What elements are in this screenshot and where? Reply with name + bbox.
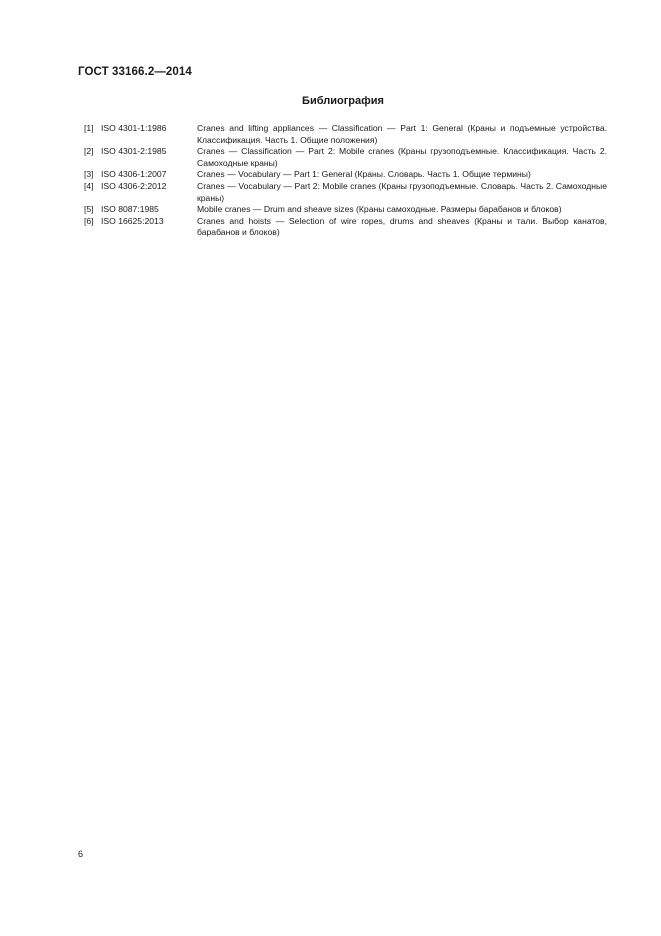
bibliography-entry: [84, 146, 607, 169]
bibliography-entry: [84, 123, 607, 146]
bibliography-entry: [84, 169, 607, 181]
page-number: 6: [78, 849, 84, 859]
entry-number: [3]: [84, 169, 94, 180]
entry-standard-code: ISO 4306-2:2012: [101, 180, 167, 191]
entry-number: [2]: [84, 146, 94, 157]
entry-title: Cranes — Vocabulary — Part 1: General (Краны. Словарь. Часть 1. Общие термины): [197, 169, 531, 180]
section-title: Библиография: [302, 95, 384, 107]
page-header: ГОСТ 33166.2—2014: [78, 66, 192, 78]
entry-title: Cranes — Classification — Part 2: Mobile cranes (Краны грузоподъемные. Классификация. Часть 2. Самоходные краны): [197, 146, 607, 168]
entry-title: Cranes and hoists — Selection of wire ropes, drums and sheaves (Краны и тали. Выбор канатов, барабанов и блоков): [197, 215, 607, 238]
bibliography-entry: [84, 216, 607, 239]
entry-standard-code: ISO 4306-1:2007: [101, 169, 167, 180]
entry-number: [5]: [84, 204, 94, 215]
entry-number: [6]: [84, 215, 94, 226]
entry-title: Cranes — Vocabulary — Part 2: Mobile cranes (Краны грузоподъемные. Словарь. Часть 2. Самоходные краны): [197, 180, 607, 203]
bibliography-entry: [84, 181, 607, 204]
entry-title: Cranes and lifting appliances — Classification — Part 1: General (Краны и подъемные устройства. Классификация. Часть 1. Общие положения): [197, 123, 607, 145]
entry-standard-code: ISO 8087:1985: [101, 204, 159, 215]
bibliography-list: [84, 123, 607, 239]
entry-title: Mobile cranes — Drum and sheave sizes (Краны самоходные. Размеры барабанов и блоков): [197, 204, 562, 215]
bibliography-entry: [84, 204, 607, 216]
entry-number: [4]: [84, 180, 94, 191]
entry-standard-code: ISO 4301-2:1985: [101, 146, 167, 157]
entry-standard-code: ISO 16625:2013: [101, 215, 164, 226]
entry-number: [1]: [84, 123, 94, 133]
entry-standard-code: ISO 4301-1:1986: [101, 123, 167, 133]
